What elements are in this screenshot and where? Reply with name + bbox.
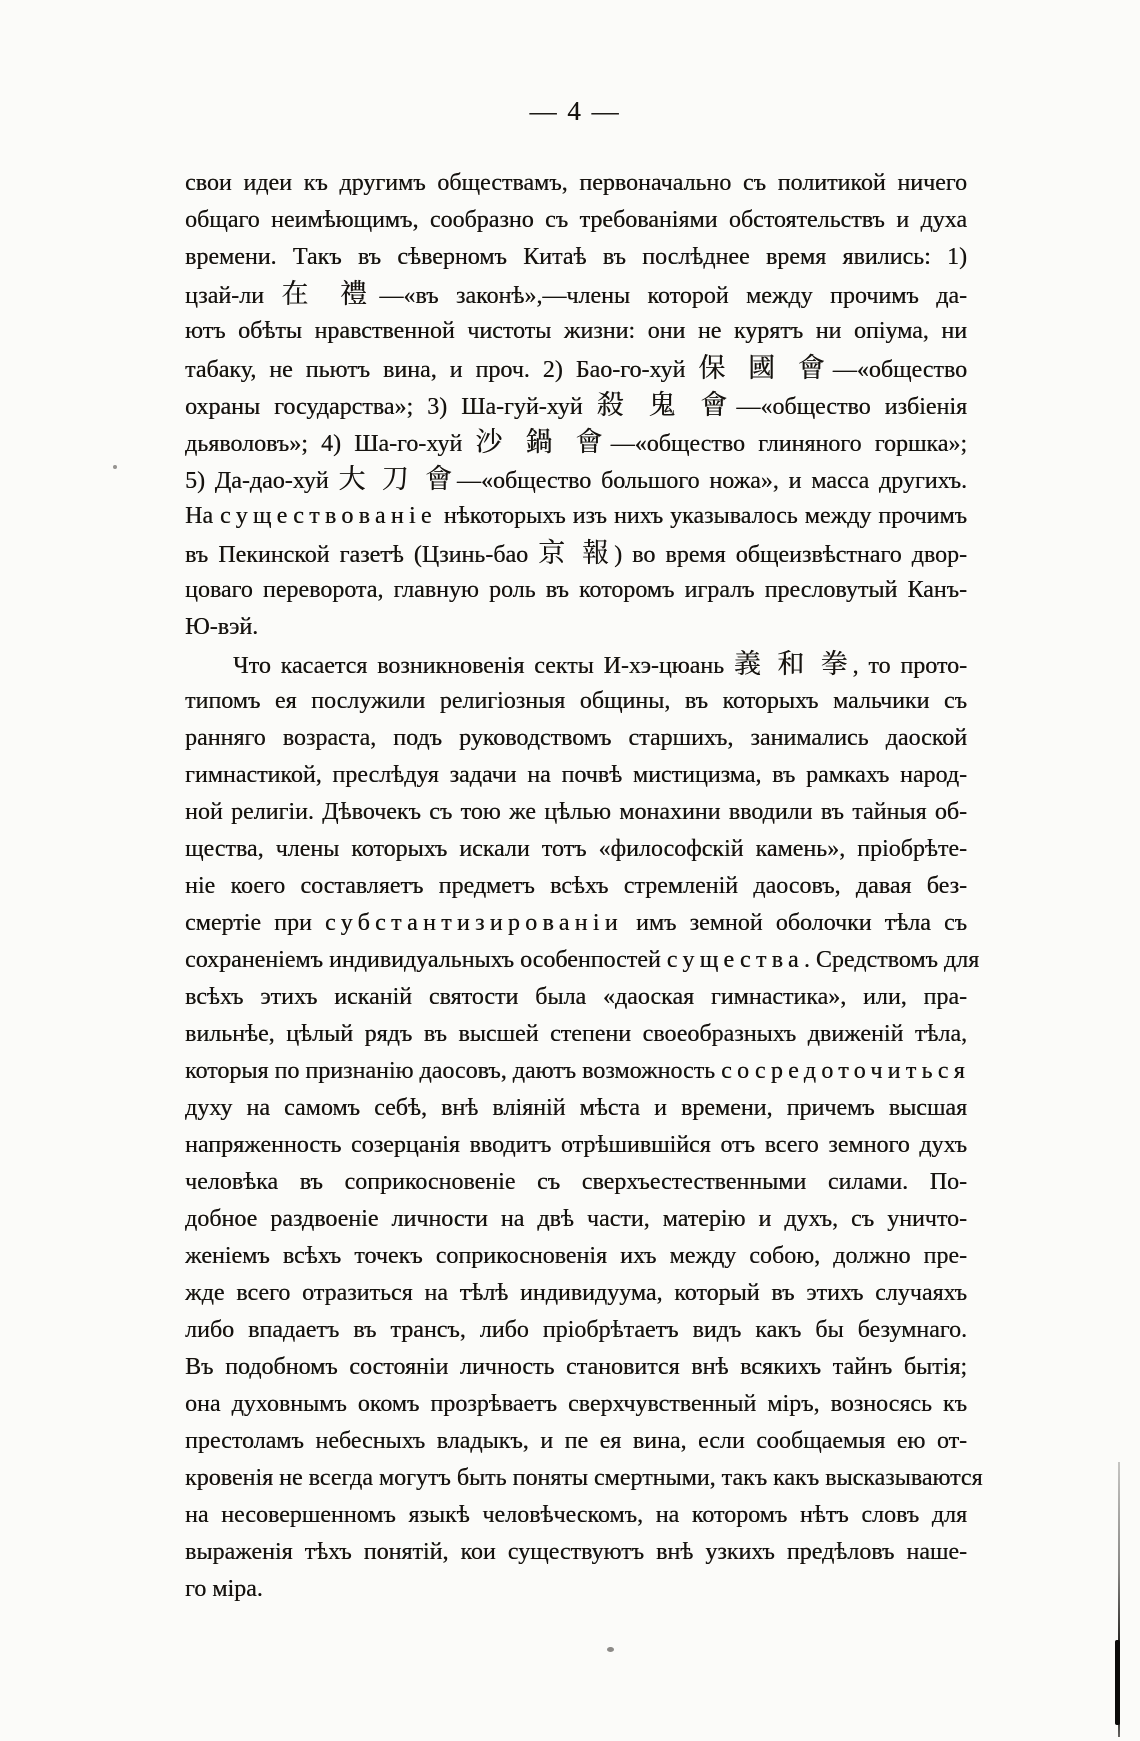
- chinese-characters: 殺 鬼 會: [596, 390, 737, 420]
- text-line: [185, 646, 967, 683]
- text-line: [185, 313, 967, 350]
- scan-artifact-vertical-line-thick: [1115, 1640, 1120, 1725]
- text-line: [185, 905, 967, 942]
- text-segment: —«общество глиняного горшка»;: [610, 431, 967, 457]
- text-segment: ной религіи. Дѣвочекъ съ тою же цѣлью монахини вводили въ тайныя об-: [185, 799, 967, 825]
- text-line: [185, 683, 967, 720]
- text-line: [185, 1164, 967, 1201]
- text-segment: Что касается возникновенія секты И-хэ-цюань: [233, 653, 734, 679]
- text-line: [185, 979, 967, 1016]
- text-line: [185, 498, 967, 535]
- text-line: [185, 1016, 967, 1053]
- text-segment: ранняго возраста, подъ руководствомъ старшихъ, занимались даоской: [185, 725, 967, 751]
- text-line: [185, 1460, 983, 1497]
- text-line: [185, 572, 967, 609]
- text-segment: сосредоточиться: [721, 1058, 970, 1084]
- text-line: [185, 757, 967, 794]
- text-line: [185, 1201, 967, 1238]
- text-line: [185, 1090, 967, 1127]
- text-segment: жде всего отразиться на тѣлѣ индивидуума, который въ этихъ случаяхъ: [185, 1280, 967, 1306]
- text-segment: напряженность созерцанія вводитъ отрѣшившійся отъ всего земного духъ: [185, 1132, 967, 1158]
- text-line: [185, 1571, 967, 1608]
- text-line: [185, 794, 967, 831]
- text-line: [185, 942, 980, 979]
- text-block: [185, 165, 983, 1608]
- text-segment: выраженія тѣхъ понятій, кои существуютъ внѣ узкихъ предѣловъ наше-: [185, 1539, 967, 1565]
- text-segment: общаго неимѣющимъ, сообразно съ требованіями обстоятельствъ и духа: [185, 207, 967, 233]
- text-segment: на несовершенномъ языкѣ человѣческомъ, на которомъ нѣтъ словъ для: [185, 1502, 967, 1528]
- text-segment: человѣка въ соприкосновеніе съ сверхъестественными силами. По-: [185, 1169, 967, 1195]
- text-segment: дьяволовъ»; 4) Ша-го-хуй: [185, 431, 476, 457]
- chinese-characters: 義 和 拳: [733, 649, 853, 679]
- text-segment: добное раздвоеніе личности на двѣ части, матерію и духъ, съ уничто-: [185, 1206, 967, 1232]
- text-line: [185, 239, 967, 276]
- text-segment: —«общество избіенія: [736, 394, 968, 420]
- text-line: [185, 387, 967, 424]
- text-line: [185, 165, 967, 202]
- chinese-characters: 在 禮: [281, 279, 380, 309]
- text-segment: гимнастикой, преслѣдуя задачи на почвѣ мистицизма, въ рамкахъ народ-: [185, 762, 967, 788]
- text-segment: она духовнымъ окомъ прозрѣваетъ сверхчувственный міръ, возносясь къ: [185, 1391, 967, 1417]
- chinese-characters: 保 國 會: [698, 353, 833, 383]
- text-segment: цоваго переворота, главную роль въ которомъ игралъ пресловутый Канъ-: [185, 577, 967, 603]
- text-segment: типомъ ея послужили религіозныя общины, въ которыхъ мальчики съ: [185, 688, 967, 714]
- text-segment: . Средствомъ для: [803, 947, 980, 973]
- text-segment: свои идеи къ другимъ обществамъ, первоначально съ политикой ничего: [185, 170, 967, 196]
- text-line: [185, 1053, 970, 1090]
- text-segment: престоламъ небесныхъ владыкъ, и пе ея вина, если сообщаемыя ею от-: [185, 1428, 967, 1454]
- text-segment: На: [185, 503, 220, 529]
- text-segment: щества, члены которыхъ искали тотъ «философскій камень», пріобрѣте-: [185, 836, 967, 862]
- scan-artifact-speck: [113, 465, 117, 469]
- text-segment: , то прото-: [852, 653, 968, 679]
- text-segment: смертіе при: [185, 910, 325, 936]
- text-line: [185, 1423, 967, 1460]
- text-line: [185, 350, 967, 387]
- text-segment: субстантизированіи: [324, 910, 623, 936]
- text-line: [185, 831, 967, 868]
- text-segment: времени. Такъ въ сѣверномъ Китаѣ въ послѣднее время явились: 1): [185, 244, 967, 270]
- text-segment: кровенія не всегда могутъ быть поняты смертными, такъ какъ высказываются: [185, 1465, 983, 1491]
- text-line: [185, 1127, 967, 1164]
- text-segment: го міра.: [185, 1576, 263, 1602]
- text-segment: Въ подобномъ состояніи личность становится внѣ всякихъ тайнъ бытія;: [185, 1354, 967, 1380]
- text-segment: ніе коего составляетъ предметъ всѣхъ стремленій даосовъ, давая без-: [185, 873, 967, 899]
- scan-artifact-speck: [607, 1647, 614, 1652]
- text-segment: которыя по признанію даосовъ, даютъ возможность: [185, 1058, 722, 1084]
- text-line: [185, 202, 967, 239]
- text-segment: ютъ обѣты нравственной чистоты жизни: они не курятъ ни опіума, ни: [185, 318, 967, 344]
- text-line: [185, 535, 967, 572]
- text-line: [185, 1497, 967, 1534]
- text-line: [185, 424, 967, 461]
- text-segment: вильнѣе, цѣлый рядъ въ высшей степени своеобразныхъ движеній тѣла,: [185, 1021, 967, 1047]
- text-segment: женіемъ всѣхъ точекъ соприкосновенія ихъ между собою, должно пре-: [185, 1243, 967, 1269]
- text-line: [185, 1275, 967, 1312]
- text-segment: цзай-ли: [185, 283, 282, 309]
- page-number: — 4 —: [529, 96, 621, 126]
- chinese-characters: 沙 鍋 會: [475, 427, 611, 457]
- text-segment: 5) Да-дао-хуй: [185, 468, 339, 494]
- text-line: [185, 720, 967, 757]
- text-line: [185, 609, 967, 646]
- text-line: [185, 1386, 967, 1423]
- text-line: [185, 1534, 967, 1571]
- text-segment: ) во время общеизвѣстнаго двор-: [614, 542, 968, 568]
- text-segment: нѣкоторыхъ изъ нихъ указывалось между прочимъ: [436, 503, 967, 529]
- text-segment: —«въ законѣ»,—члены которой между прочимъ да-: [379, 283, 968, 309]
- text-line: [185, 276, 967, 313]
- text-line: [185, 1312, 967, 1349]
- text-segment: всѣхъ этихъ исканій святости была «даоская гимнастика», или, пра-: [185, 984, 967, 1010]
- text-segment: существа: [666, 947, 804, 973]
- text-segment: охраны государства»; 3) Ша-гуй-хуй: [185, 394, 597, 420]
- text-segment: —«общество большого ножа», и масса другихъ.: [456, 468, 968, 494]
- text-segment: —«общество: [832, 357, 968, 383]
- chinese-characters: 大 刀 會: [338, 464, 457, 494]
- text-segment: духу на самомъ себѣ, внѣ вліяній мѣста и времени, причемъ высшая: [185, 1095, 967, 1121]
- text-segment: Ю-вэй.: [185, 614, 259, 640]
- chinese-characters: 京 報: [538, 538, 615, 568]
- text-line: [185, 868, 967, 905]
- text-line: [185, 461, 967, 498]
- text-segment: либо впадаетъ въ трансъ, либо пріобрѣтаетъ видъ какъ бы безумнаго.: [185, 1317, 967, 1343]
- text-line: [185, 1349, 967, 1386]
- text-segment: имъ земной оболочки тѣла съ: [622, 910, 968, 936]
- text-line: [185, 1238, 967, 1275]
- text-segment: табаку, не пьютъ вина, и проч. 2) Бао-го-хуй: [185, 357, 699, 383]
- text-segment: сохраненіемъ индивидуальныхъ особенпостей: [185, 947, 667, 973]
- text-segment: въ Пекинской газетѣ (Цзинь-бао: [185, 542, 539, 568]
- text-segment: существованіе: [219, 503, 437, 529]
